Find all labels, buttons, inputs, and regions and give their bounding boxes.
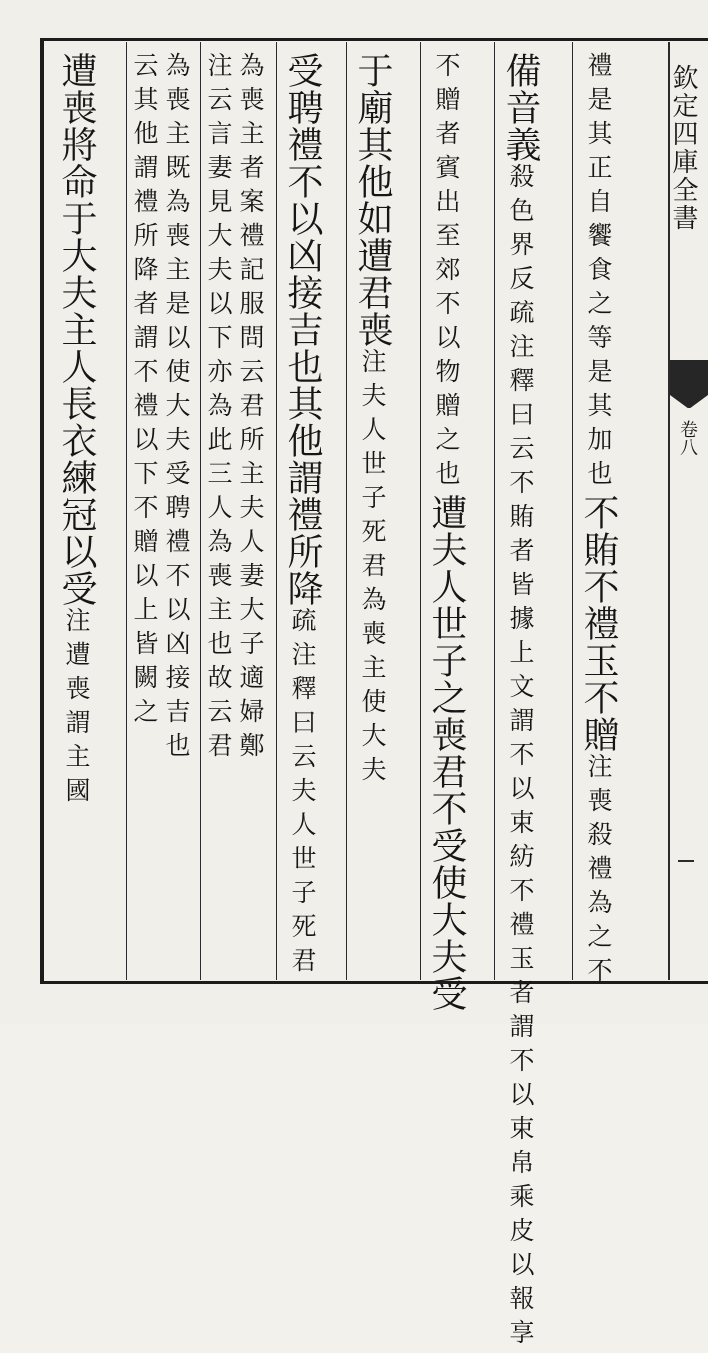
commentary-text: 殺色界反疏注釋曰云不賄者皆據上文謂不以束紡不禮玉者謂不以束帛乘皮以報享 bbox=[506, 163, 535, 1353]
book-title: 欽定四庫全書 bbox=[668, 64, 698, 232]
commentary-text: 為喪主者案禮記服問云君所主夫人妻大子適婦鄭 bbox=[236, 52, 265, 766]
commentary-text: 注遭喪謂主國 bbox=[62, 607, 91, 811]
commentary-text: 注夫人世子死君為喪主使大夫 bbox=[358, 348, 387, 790]
text-column-9 bbox=[132, 52, 157, 732]
text-column-8 bbox=[164, 52, 189, 766]
main-text: 受聘禮不以凶接吉也其他謂禮所降 bbox=[282, 52, 323, 607]
column-rule bbox=[126, 42, 127, 980]
column-rule bbox=[200, 42, 201, 980]
text-column-1 bbox=[578, 52, 619, 991]
fishtail-marker-icon bbox=[670, 360, 708, 408]
text-column-2 bbox=[500, 52, 541, 1353]
main-text: 遭夫人世子之喪君不受使大夫受 bbox=[426, 494, 467, 1012]
column-rule bbox=[494, 42, 495, 980]
header-column bbox=[668, 42, 708, 980]
column-rule bbox=[572, 42, 573, 980]
main-text: 于廟其他如遭君喪 bbox=[352, 52, 393, 348]
column-rule bbox=[276, 42, 277, 980]
column-rule bbox=[420, 42, 421, 980]
text-column-6 bbox=[238, 52, 263, 766]
text-column-10 bbox=[56, 52, 97, 811]
main-text: 備音義 bbox=[500, 52, 541, 163]
text-column-7 bbox=[206, 52, 231, 766]
main-text: 不賄不禮玉不贈 bbox=[578, 494, 619, 753]
commentary-text: 禮是其正自饗食之等是其加也 bbox=[584, 52, 613, 494]
text-column-5 bbox=[282, 52, 323, 981]
commentary-text: 注云言妻見大夫以下亦為此三人為喪主也故云君 bbox=[204, 52, 233, 766]
main-text: 遭喪將命于大夫主人長衣練冠以受 bbox=[56, 52, 97, 607]
volume-label: 卷八 bbox=[677, 420, 698, 456]
commentary-text: 疏注釋曰云夫人世子死君 bbox=[288, 607, 317, 981]
commentary-text: 注喪殺禮為之不 bbox=[584, 753, 613, 991]
folio-mark bbox=[678, 860, 694, 862]
column-rule bbox=[346, 42, 347, 980]
commentary-text: 云其他謂禮所降者謂不禮以下不贈以上皆闕之 bbox=[130, 52, 159, 732]
text-column-3 bbox=[426, 52, 467, 1012]
text-column-4 bbox=[352, 52, 393, 790]
commentary-text: 不贈者賓出至郊不以物贈之也 bbox=[432, 52, 461, 494]
commentary-text: 為喪主既為喪主是以使大夫受聘禮不以凶接吉也 bbox=[162, 52, 191, 766]
